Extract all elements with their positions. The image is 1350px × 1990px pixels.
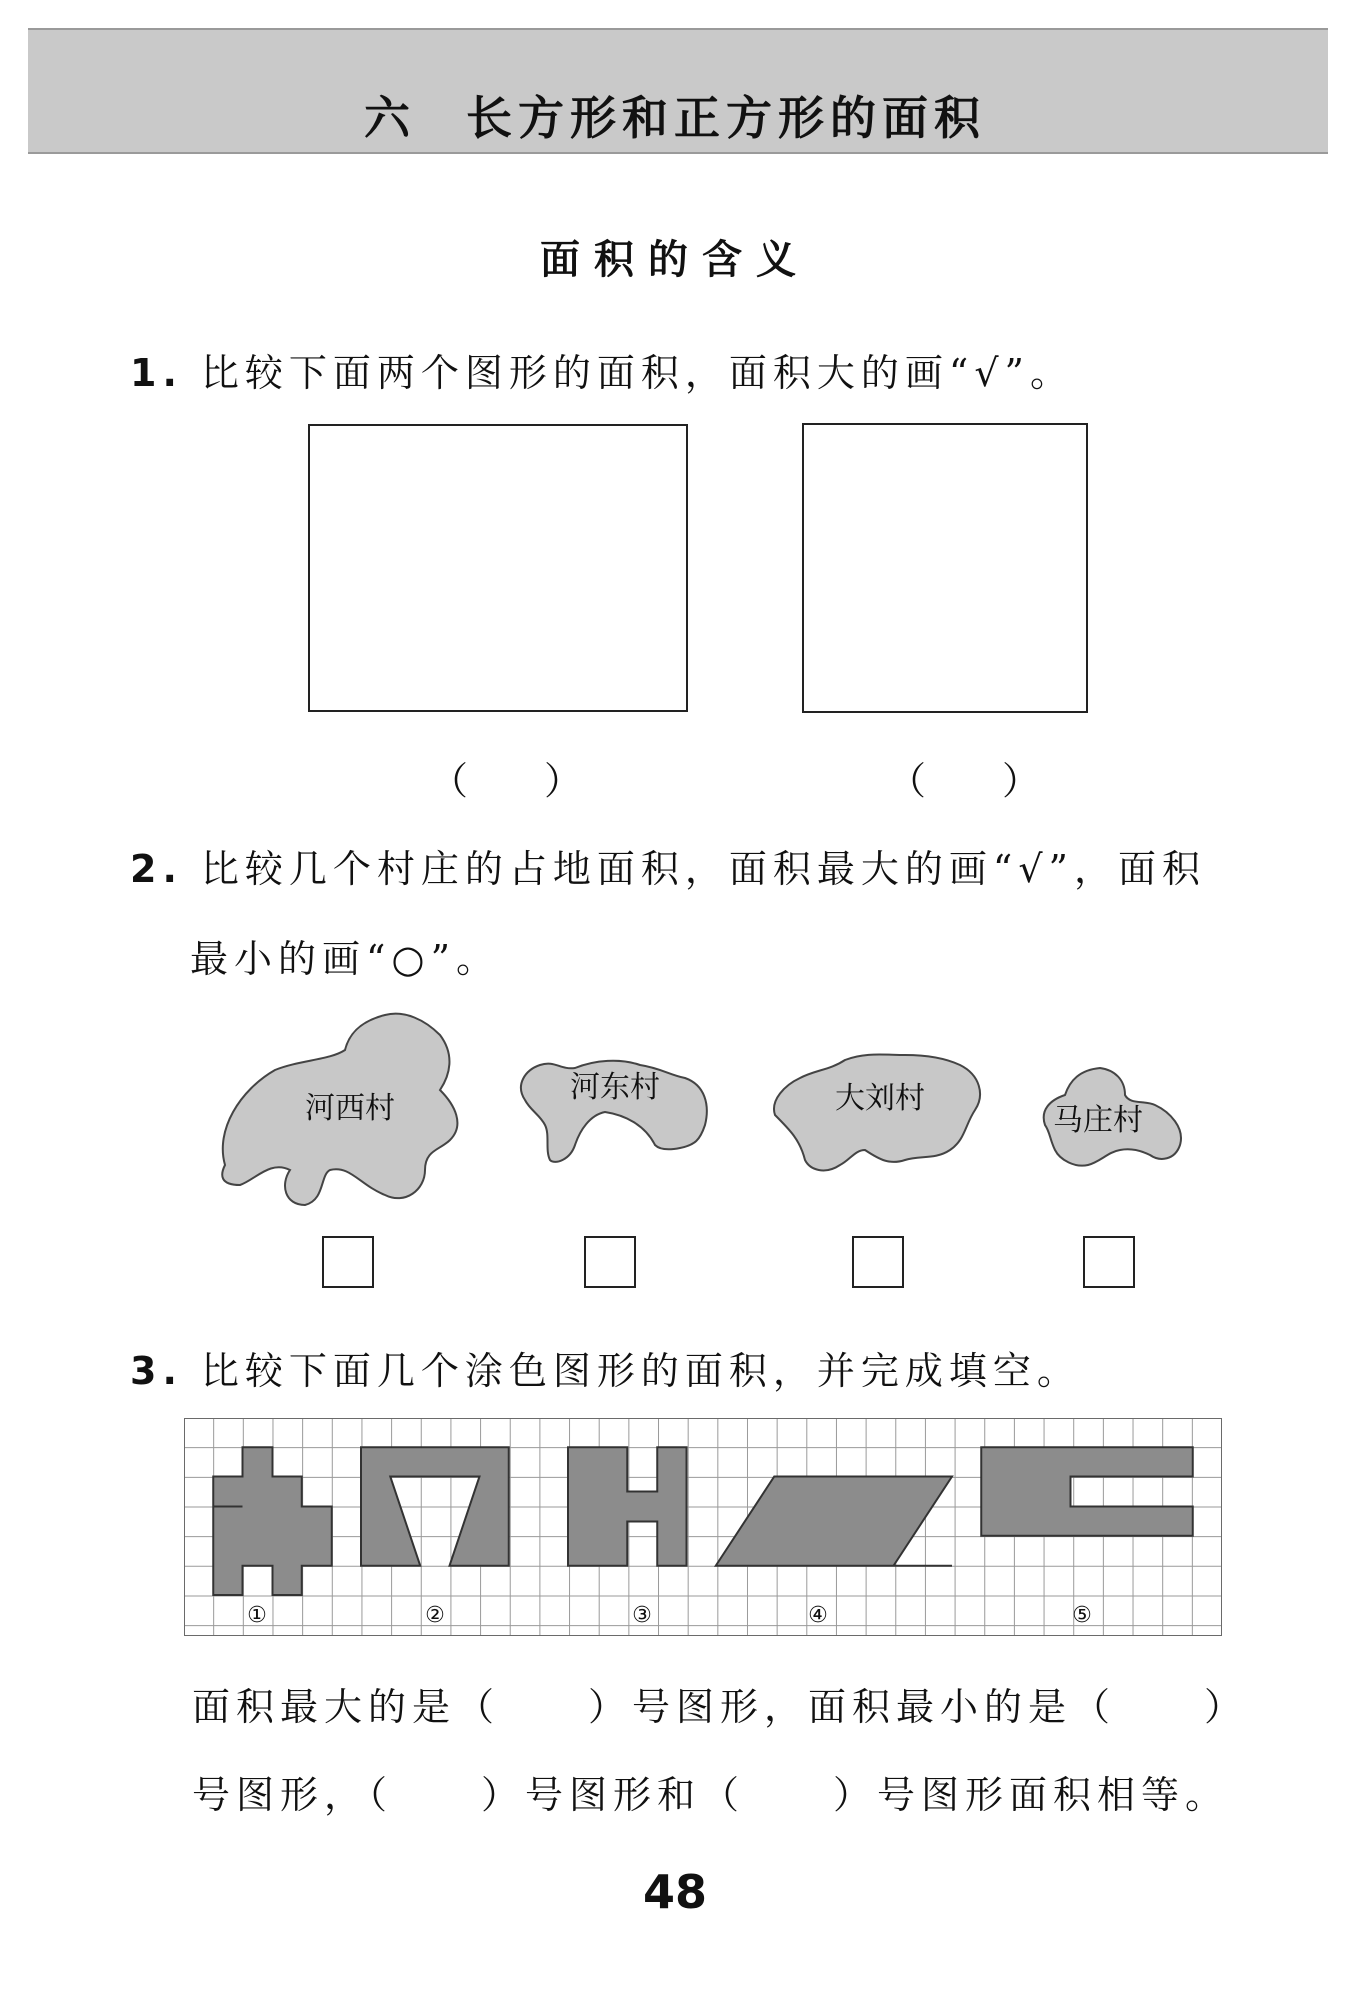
shape-label-5: ⑤ bbox=[1072, 1603, 1092, 1628]
village-label-mazhuang: 马庄村 bbox=[1053, 1103, 1143, 1138]
fill-in-line-1[interactable]: 面积最大的是（ ）号图形，面积最小的是（ ） bbox=[192, 1685, 1249, 1729]
question-3 bbox=[130, 1340, 1081, 1395]
village-label-daliu: 大刘村 bbox=[835, 1081, 925, 1116]
checkbox-hedong[interactable] bbox=[584, 1236, 636, 1288]
section-title: 面积的含义 bbox=[540, 237, 810, 283]
question-2-line2: 最小的画“○”。 bbox=[190, 937, 501, 981]
checkbox-hexi[interactable] bbox=[322, 1236, 374, 1288]
question-text: 比较下面两个图形的面积，面积大的画“√”。 bbox=[200, 351, 1074, 395]
chapter-number: 六 bbox=[364, 91, 416, 145]
question-text-line1: 比较几个村庄的占地面积，面积最大的画“√”，面积 bbox=[200, 847, 1206, 891]
shape-label-4: ④ bbox=[808, 1603, 828, 1628]
shape-label-2: ② bbox=[425, 1603, 445, 1628]
shaded-shapes-grid bbox=[184, 1418, 1222, 1636]
question-number: 3. bbox=[130, 1349, 183, 1393]
page-number: 48 bbox=[642, 1865, 707, 1919]
village-label-hedong: 河东村 bbox=[570, 1070, 660, 1105]
checkbox-daliu[interactable] bbox=[852, 1236, 904, 1288]
shaded-shape-4 bbox=[716, 1477, 952, 1566]
fill-in-line-2[interactable]: 号图形，（ ）号图形和（ ）号图形面积相等。 bbox=[192, 1773, 1230, 1817]
answer-paren-right[interactable]: （ ） bbox=[888, 759, 1041, 803]
shaded-shape-1 bbox=[213, 1447, 332, 1595]
shaded-shape-5 bbox=[981, 1447, 1193, 1536]
chapter-title-text: 长方形和正方形的面积 bbox=[466, 91, 986, 145]
question-number: 1. bbox=[130, 351, 183, 395]
answer-paren-left[interactable]: （ ） bbox=[430, 759, 583, 803]
question-number: 2. bbox=[130, 847, 183, 891]
question-text: 比较下面几个涂色图形的面积，并完成填空。 bbox=[200, 1349, 1081, 1393]
checkbox-mazhuang[interactable] bbox=[1083, 1236, 1135, 1288]
village-label-hexi: 河西村 bbox=[305, 1091, 395, 1126]
shaded-shape-3 bbox=[568, 1447, 687, 1566]
shape-label-3: ③ bbox=[632, 1603, 652, 1628]
shape-label-1: ① bbox=[247, 1603, 267, 1628]
